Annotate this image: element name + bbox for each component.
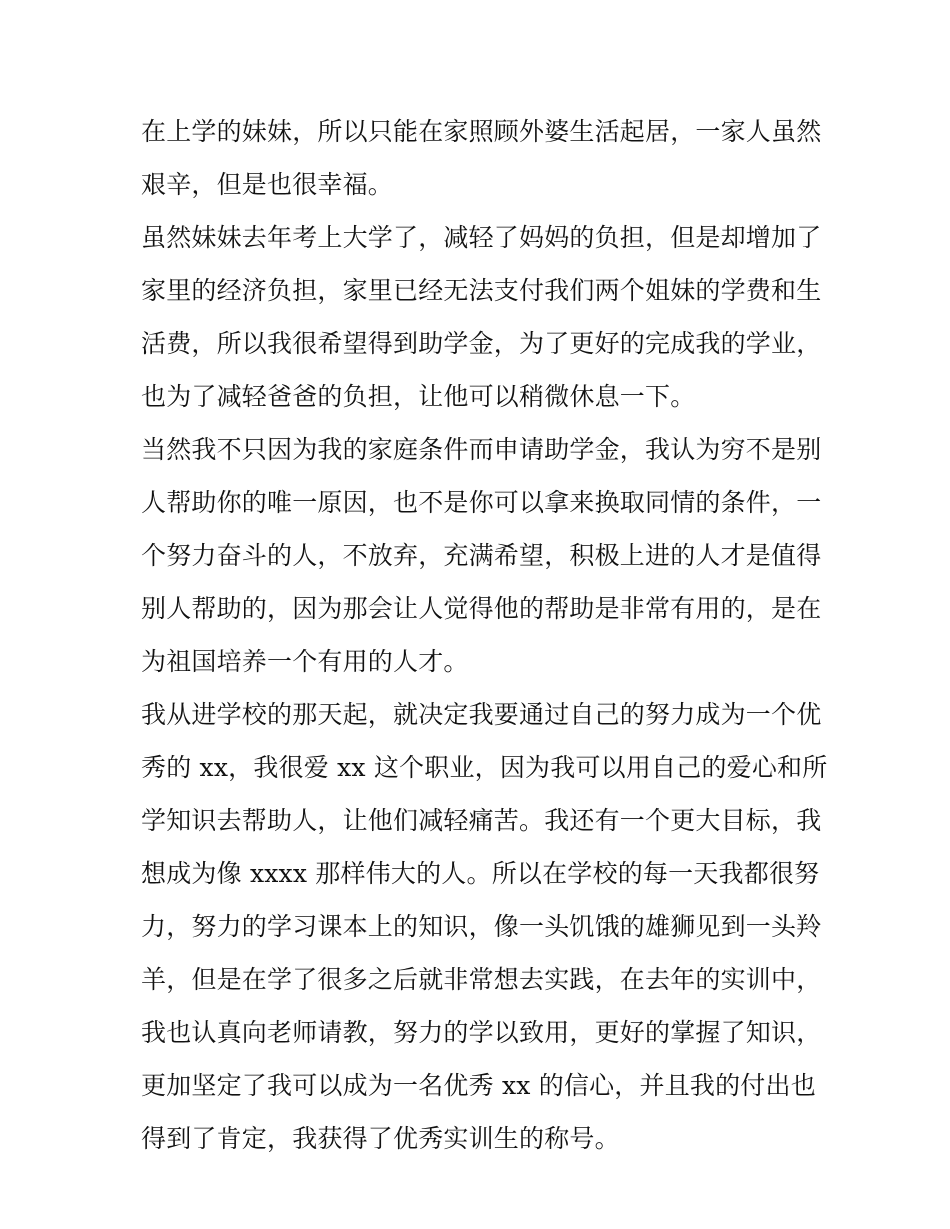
- text-line: 当然我不只因为我的家庭条件而申请助学金，我认为穷不是别: [141, 435, 822, 464]
- text-line: 想成为像 xxxx 那样伟大的人。所以在学校的每一天我都很努: [141, 859, 820, 888]
- text-line: 更加坚定了我可以成为一名优秀 xx 的信心，并且我的付出也: [141, 1071, 816, 1100]
- text-line: 活费，所以我很希望得到助学金，为了更好的完成我的学业，: [141, 329, 822, 358]
- text-line: 家里的经济负担，家里已经无法支付我们两个姐妹的学费和生: [141, 276, 822, 305]
- text-line: 秀的 xx，我很爱 xx 这个职业，因为我可以用自己的爱心和所: [141, 753, 828, 782]
- text-line: 得到了肯定，我获得了优秀实训生的称号。: [141, 1124, 620, 1153]
- text-line: 虽然妹妹去年考上大学了，减轻了妈妈的负担，但是却增加了: [141, 223, 822, 252]
- text-line: 个努力奋斗的人，不放弃，充满希望，积极上进的人才是值得: [141, 541, 822, 570]
- text-line: 我也认真向老师请教，努力的学以致用，更好的掌握了知识，: [141, 1018, 822, 1047]
- text-line: 力，努力的学习课本上的知识，像一头饥饿的雄狮见到一头羚: [141, 912, 822, 941]
- text-line: 为祖国培养一个有用的人才。: [141, 647, 469, 676]
- text-line: 艰辛，但是也很幸福。: [141, 170, 394, 199]
- text-line: 在上学的妹妹，所以只能在家照顾外婆生活起居，一家人虽然: [141, 117, 822, 146]
- text-line: 羊，但是在学了很多之后就非常想去实践，在去年的实训中，: [141, 965, 822, 994]
- text-line: 也为了减轻爸爸的负担，让他可以稍微休息一下。: [141, 382, 696, 411]
- document-body: [141, 105, 828, 1165]
- text-line: 我从进学校的那天起，就决定我要通过自己的努力成为一个优: [141, 700, 822, 729]
- text-line: 别人帮助的，因为那会让人觉得他的帮助是非常有用的，是在: [141, 594, 822, 623]
- text-line: 人帮助你的唯一原因，也不是你可以拿来换取同情的条件，一: [141, 488, 822, 517]
- text-line: 学知识去帮助人，让他们减轻痛苦。我还有一个更大目标，我: [141, 806, 822, 835]
